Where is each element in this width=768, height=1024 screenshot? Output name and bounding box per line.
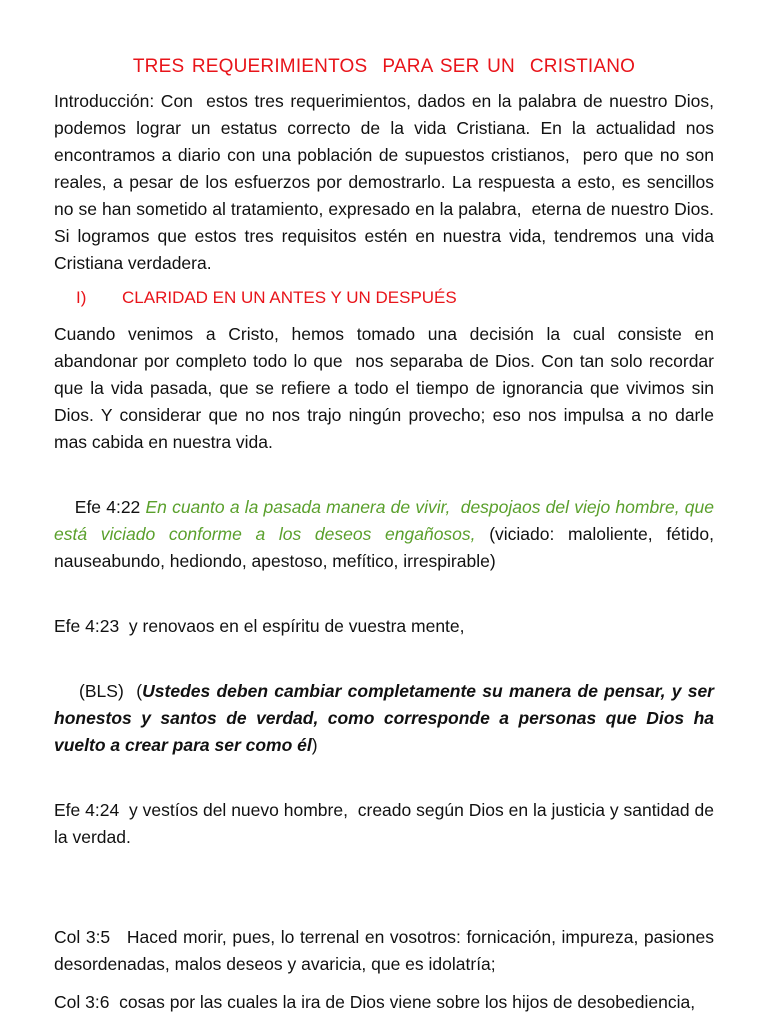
section1-paragraph: Cuando venimos a Cristo, hemos tomado una decisión la cual consiste en abandonar por completo todo lo que nos separaba de Dios. Con tan solo recordar que la vida pasada, que se refiere a todo el tiempo de ignorancia que vivimos sin Dios. Y considerar que no nos trajo ningún provecho; eso nos impulsa a no darle mas cabida en nuestra vida.: [54, 324, 719, 452]
verse-col-3-6: Col 3:6 cosas por las cuales la ira de Dios viene sobre los hijos de desobediencia,: [54, 992, 696, 1012]
bls-prefix: (BLS) (: [79, 681, 143, 701]
document-title: TRES REQUERIMIENTOS PARA SER UN CRISTIANO: [132, 56, 636, 77]
section-heading-1: [54, 288, 714, 308]
verse-col-3-5: Col 3:5 Haced morir, pues, lo terrenal en vosotros: fornicación, impureza, pasiones desordenadas, malos deseos y avaricia, que es idolatría;: [54, 927, 719, 974]
verse-quote: En cuanto a la pasada manera de vivir, despojaos del viejo hombre, que está viciado conforme a los deseos engañosos,: [54, 497, 719, 544]
bls-quote: Ustedes deben cambiar completamente su manera de pensar, y ser honestos y santos de verdad, como corresponde a personas que Dios ha vuelto a crear para ser como él: [54, 681, 719, 755]
section-number: I): [76, 288, 87, 307]
verse-efe-4-23: Efe 4:23 y renovaos en el espíritu de vuestra mente,: [54, 616, 465, 636]
verse-note: (viciado: maloliente, fétido, nauseabundo, hediondo, apestoso, mefítico, irrespirable): [54, 524, 719, 571]
verse-bls: [54, 651, 719, 786]
blank-space: [54, 862, 714, 924]
verse-efe-4-24: Efe 4:24 y vestíos del nuevo hombre, creado según Dios en la justicia y santidad de la verdad.: [54, 800, 719, 847]
intro-paragraph: Introducción: Con estos tres requerimientos, dados en la palabra de nuestro Dios, podemos lograr un estatus correcto de la vida Cristiana. En la actualidad nos encontramos a diario con una población de supuestos cristianos, pero que no son reales, a pesar de los esfuerzos por demostrarlo. La respuesta a esto, es sencillos no se han sometido al tratamiento, expresado en la palabra, eterna de nuestro Dios. Si logramos que estos tres requisitos estén en nuestra vida, tendremos una vida Cristiana verdadera.: [54, 91, 719, 273]
section-heading-text: CLARIDAD EN UN ANTES Y UN DESPUÉS: [122, 288, 457, 307]
bls-suffix: ): [311, 735, 318, 755]
verse-efe-4-22: [54, 467, 719, 602]
verse-ref: Efe 4:22: [74, 497, 146, 517]
